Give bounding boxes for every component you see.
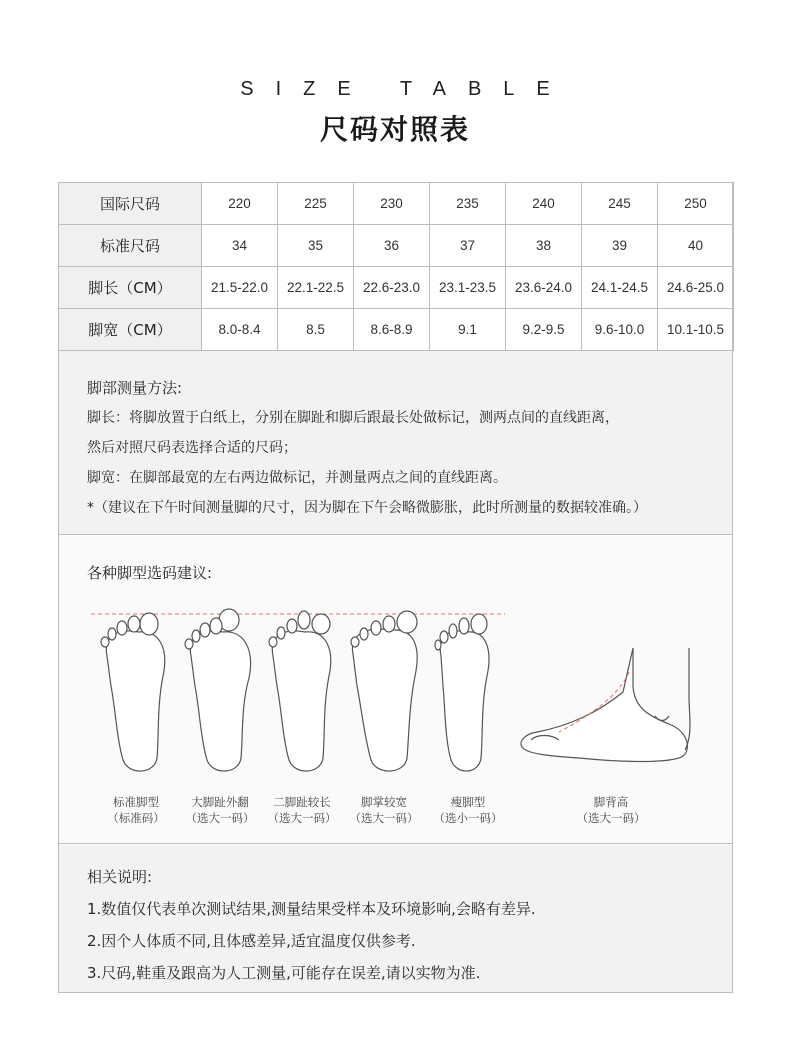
foot-standard-icon bbox=[101, 613, 165, 771]
table-cell: 8.5 bbox=[278, 309, 354, 351]
table-cell: 235 bbox=[430, 183, 506, 225]
row-label: 标准尺码 bbox=[59, 225, 202, 267]
foot-type-section bbox=[59, 536, 732, 844]
row-label: 脚长（CM） bbox=[59, 267, 202, 309]
table-cell: 37 bbox=[430, 225, 506, 267]
section-heading: 相关说明: bbox=[87, 868, 153, 886]
row-label: 国际尺码 bbox=[59, 183, 202, 225]
title-chinese: 尺码对照表 bbox=[319, 113, 470, 146]
foot-type-name: 大脚趾外翻 bbox=[191, 795, 249, 809]
table-cell: 220 bbox=[202, 183, 278, 225]
foot-bunion-icon bbox=[185, 609, 251, 771]
table-row bbox=[59, 309, 734, 351]
method-line: 脚长：将脚放置于白纸上，分别在脚趾和脚后跟最长处做标记，测两点间的直线距离， bbox=[87, 410, 619, 426]
table-cell: 34 bbox=[202, 225, 278, 267]
foot-type-advice: （选大一码） bbox=[349, 811, 419, 825]
table-cell: 225 bbox=[278, 183, 354, 225]
table-cell: 23.1-23.5 bbox=[430, 267, 506, 309]
table-cell: 35 bbox=[278, 225, 354, 267]
foot-type-name: 脚背高 bbox=[593, 795, 629, 809]
table-cell: 250 bbox=[658, 183, 734, 225]
table-cell: 23.6-24.0 bbox=[506, 267, 582, 309]
note-line: 2.因个人体质不同,且体感差异,适宜温度仅供参考. bbox=[87, 932, 416, 950]
table-row bbox=[59, 183, 734, 225]
table-cell: 245 bbox=[582, 183, 658, 225]
table-cell: 9.2-9.5 bbox=[506, 309, 582, 351]
row-label: 脚宽（CM） bbox=[59, 309, 202, 351]
table-cell: 24.6-25.0 bbox=[658, 267, 734, 309]
method-line: 脚宽：在脚部最宽的左右两边做标记，并测量两点之间的直线距离。 bbox=[87, 470, 507, 486]
foot-wide-icon bbox=[351, 611, 417, 771]
foot-type-name: 标准脚型 bbox=[113, 795, 159, 809]
table-cell: 230 bbox=[354, 183, 430, 225]
table-cell: 240 bbox=[506, 183, 582, 225]
foot-type-name: 瘦脚型 bbox=[450, 795, 486, 809]
foot-long-second-toe-icon bbox=[269, 611, 331, 771]
foot-type-advice: （标准码） bbox=[107, 811, 165, 825]
table-cell: 22.6-23.0 bbox=[354, 267, 430, 309]
foot-type-advice: （选大一码） bbox=[576, 811, 646, 825]
foot-type-name: 二脚趾较长 bbox=[273, 795, 331, 809]
table-cell: 9.6-10.0 bbox=[582, 309, 658, 351]
table-cell: 22.1-22.5 bbox=[278, 267, 354, 309]
table-cell: 38 bbox=[506, 225, 582, 267]
notes-section bbox=[59, 845, 732, 992]
title-english: SIZE TABLE bbox=[240, 78, 572, 100]
table-cell: 21.5-22.0 bbox=[202, 267, 278, 309]
section-heading: 各种脚型选码建议: bbox=[87, 564, 213, 582]
table-cell: 40 bbox=[658, 225, 734, 267]
foot-type-advice: （选大一码） bbox=[185, 811, 255, 825]
foot-type-advice: （选小一码） bbox=[433, 811, 503, 825]
table-cell: 8.0-8.4 bbox=[202, 309, 278, 351]
foot-type-label bbox=[418, 794, 518, 826]
size-table bbox=[58, 182, 734, 351]
table-row bbox=[59, 225, 734, 267]
method-line: *（建议在下午时间测量脚的尺寸，因为脚在下午会略微膨胀，此时所测量的数据较准确。） bbox=[87, 500, 647, 516]
table-cell: 8.6-8.9 bbox=[354, 309, 430, 351]
foot-type-name: 脚掌较宽 bbox=[361, 795, 407, 809]
foot-type-advice: （选大一码） bbox=[267, 811, 337, 825]
table-cell: 9.1 bbox=[430, 309, 506, 351]
foot-type-label bbox=[561, 794, 661, 826]
note-line: 1.数值仅代表单次测试结果,测量结果受样本及环境影响,会略有差异. bbox=[87, 900, 536, 918]
table-cell: 36 bbox=[354, 225, 430, 267]
table-cell: 39 bbox=[582, 225, 658, 267]
foot-slim-icon bbox=[435, 614, 489, 771]
method-line: 然后对照尺码表选择合适的尺码； bbox=[87, 440, 297, 456]
foot-high-instep-icon bbox=[521, 648, 690, 762]
table-row bbox=[59, 267, 734, 309]
note-line: 3.尺码,鞋重及跟高为人工测量,可能存在误差,请以实物为准. bbox=[87, 964, 481, 982]
section-heading: 脚部测量方法: bbox=[87, 379, 183, 397]
table-cell: 24.1-24.5 bbox=[582, 267, 658, 309]
table-cell: 10.1-10.5 bbox=[658, 309, 734, 351]
measurement-method-section bbox=[59, 351, 732, 535]
